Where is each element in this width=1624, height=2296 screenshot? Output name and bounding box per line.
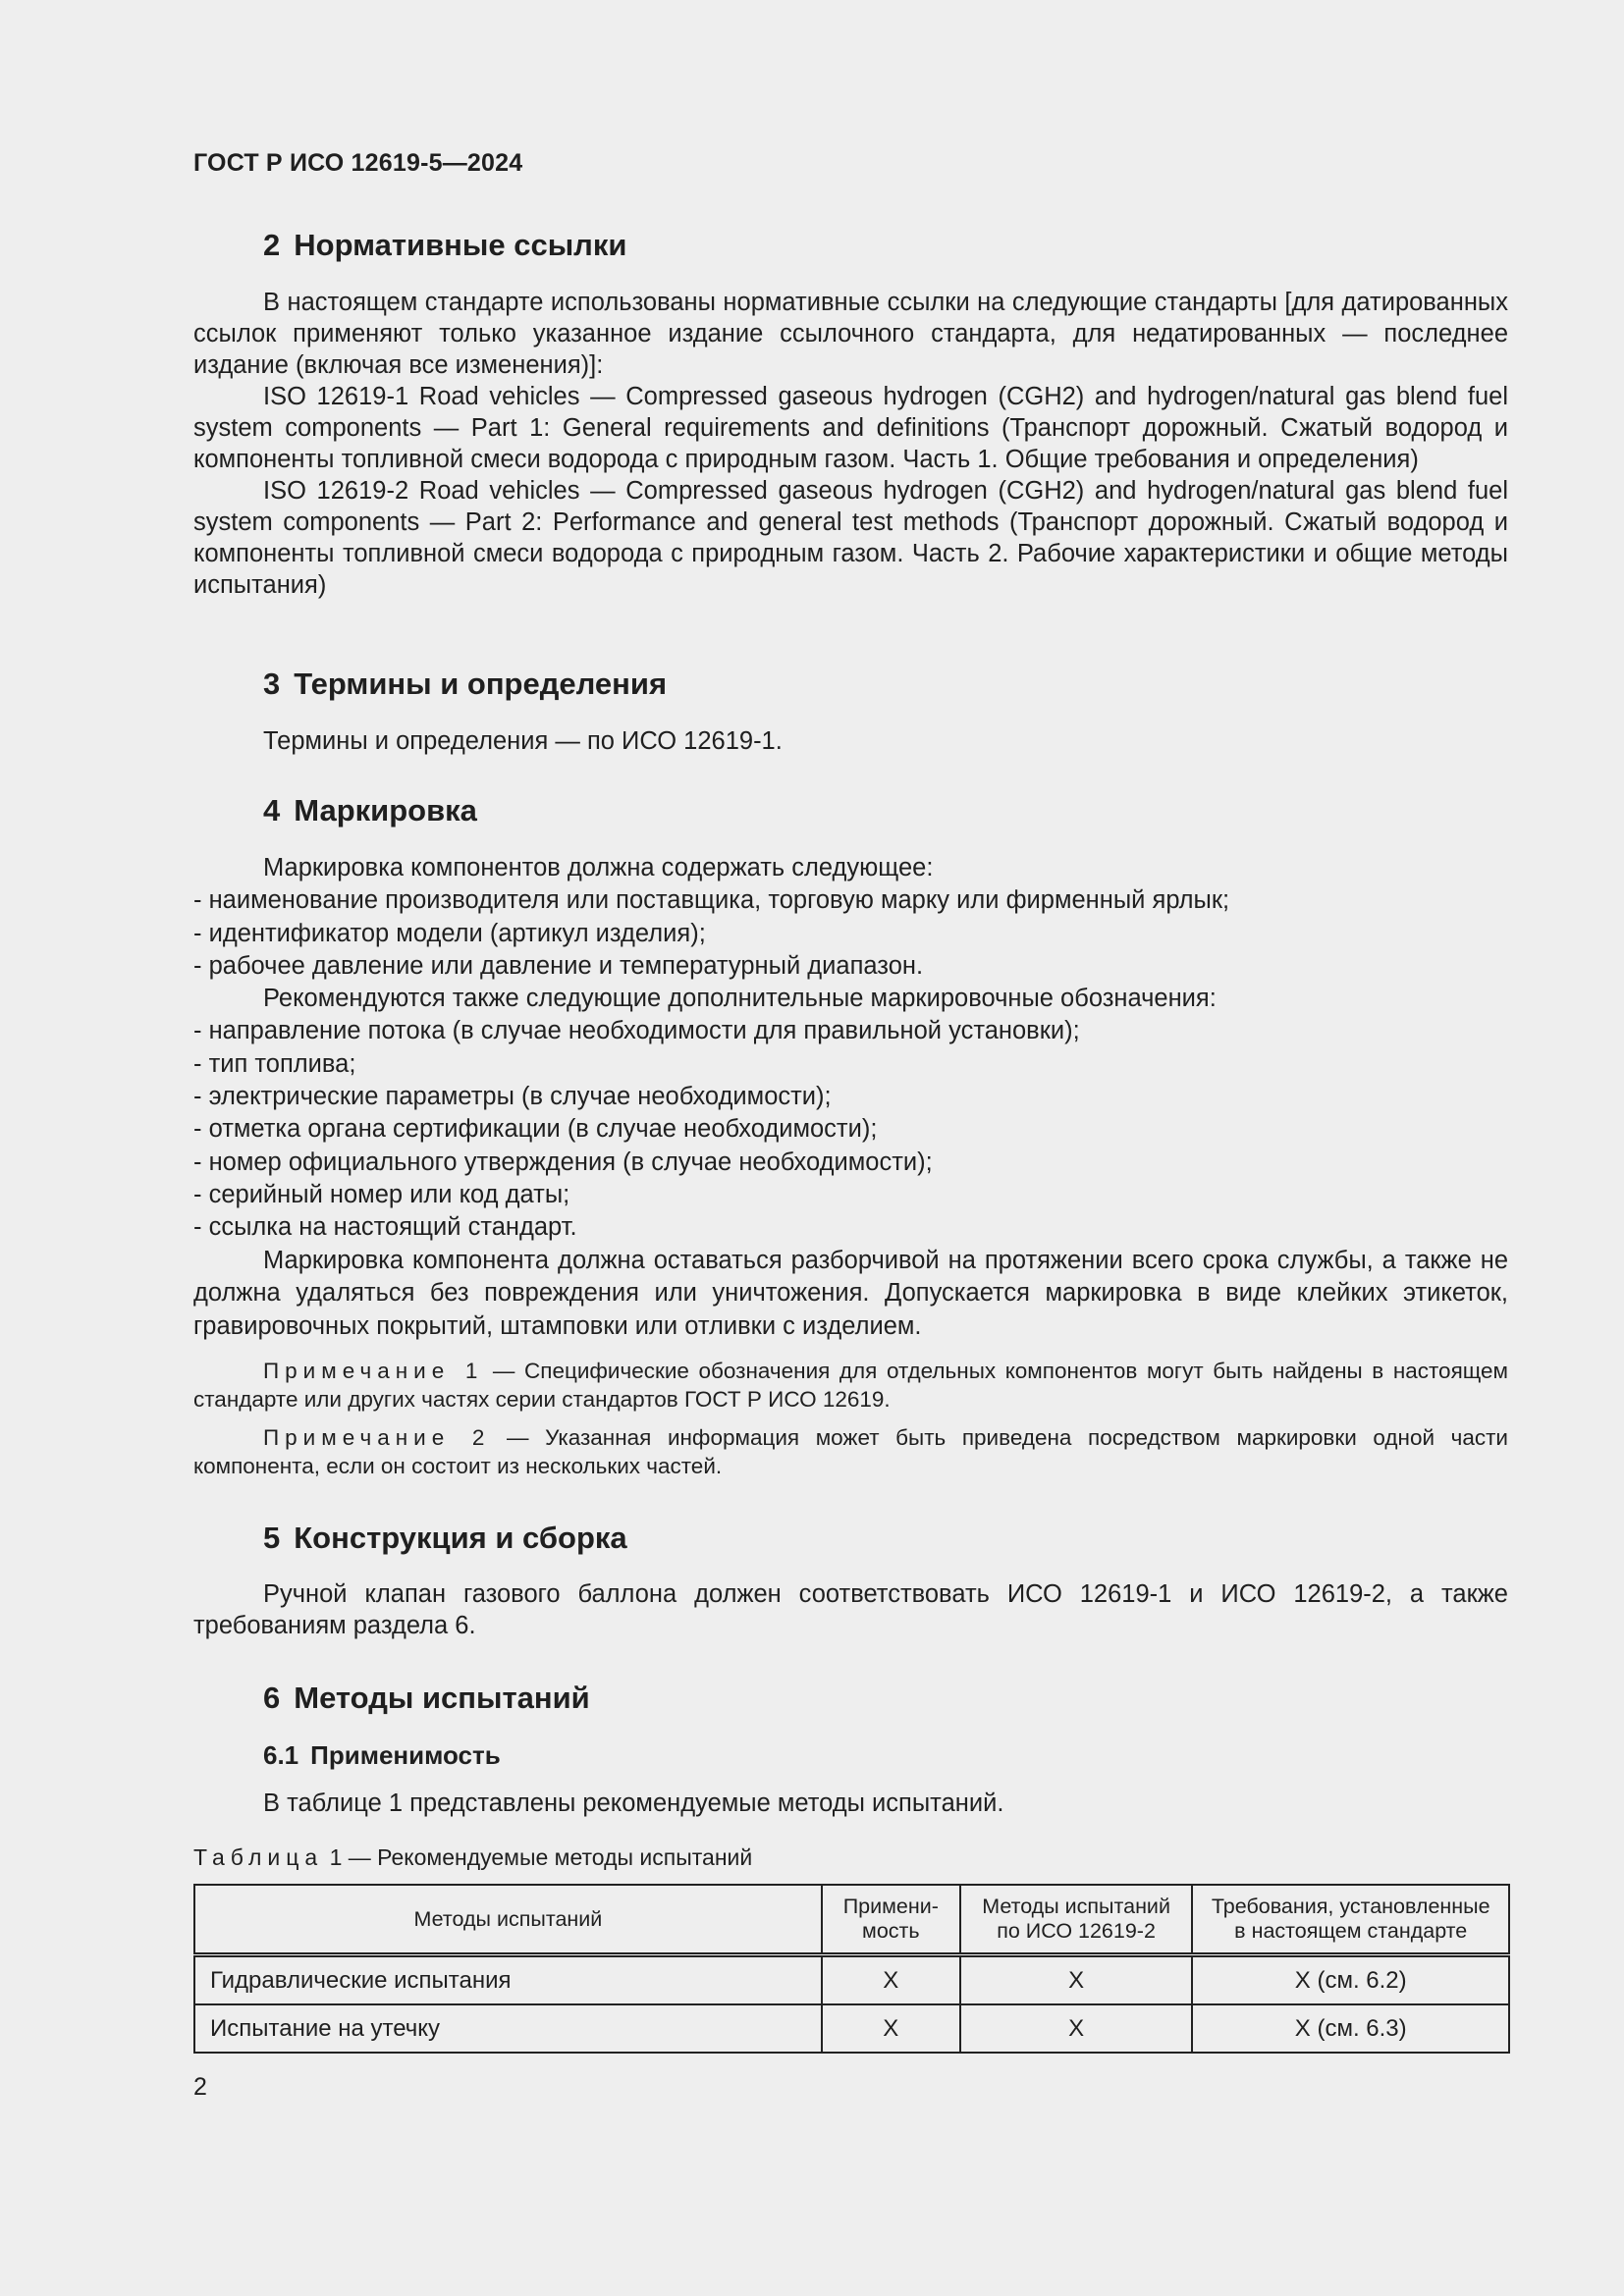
- section-3-text: Термины и определения — по ИСО 12619-1.: [263, 727, 783, 755]
- section-2-heading: 2 Нормативные ссылки: [263, 228, 627, 262]
- column-header-applicability: Примени- мость: [822, 1885, 960, 1955]
- table-cell: X (см. 6.3): [1192, 2004, 1509, 2053]
- section-3: [193, 665, 1508, 704]
- note-2-text: — Указанная информация может быть приведена посредством маркировки одной части компонента, если он состоит из нескольких частей.: [193, 1425, 1509, 1478]
- section-5-heading: 5 Конструкция и сборка: [263, 1521, 627, 1555]
- page-number: 2: [193, 2073, 207, 2101]
- table-header-row: [194, 1885, 1509, 1955]
- section-5: [193, 1519, 1508, 1558]
- list-item: - наименование производителя или поставщика, торговую марку или фирменный ярлык;: [193, 886, 1230, 915]
- table-row: [194, 2004, 1509, 2053]
- column-header-methods: Методы испытаний: [194, 1885, 822, 1955]
- reference-iso-12619-1: ISO 12619-1 Road vehicles — Compressed gaseous hydrogen (CGH2) and hydrogen/natural gas blend fuel system components — Part 1: General requirements and definitions (Транспорт дорожный. Сжатый водород и компоненты топливной смеси водорода с природным газом. Часть 1. Общие требования и определения): [193, 383, 1508, 473]
- table-cell: X: [822, 2004, 960, 2053]
- subsection-6-1-body: [193, 1788, 1508, 1819]
- table-caption: [193, 1842, 1508, 1872]
- column-header-requirements: Требования, установленные в настоящем стандарте: [1192, 1885, 1509, 1955]
- list-item: - направление потока (в случае необходимости для правильной установки);: [193, 1017, 1080, 1045]
- list-item: - серийный номер или код даты;: [193, 1180, 570, 1208]
- list-item: - отметка органа сертификации (в случае необходимости);: [193, 1115, 878, 1144]
- section-4-heading: 4 Маркировка: [263, 793, 477, 828]
- section-2: [193, 226, 1508, 265]
- table-cell: X (см. 6.2): [1192, 1955, 1509, 2005]
- reference-iso-12619-2: ISO 12619-2 Road vehicles — Compressed gaseous hydrogen (CGH2) and hydrogen/natural gas blend fuel system components — Part 2: Performance and general test methods (Транспорт дорожный. Сжатый водород и компоненты топливной смеси водорода с природным газом. Часть 2. Рабочие характеристики и общие методы испытания): [193, 477, 1508, 599]
- table-caption-label: Таблица: [193, 1844, 324, 1870]
- subsection-6-1-heading: 6.1 Применимость: [263, 1740, 501, 1770]
- table-1: [193, 1884, 1508, 2054]
- note-1-label: Примечание 1: [263, 1359, 484, 1383]
- note-1-text: — Специфические обозначения для отдельных компонентов могут быть найдены в настоящем стандарте или других частях серии стандартов ГОСТ Р ИСО 12619.: [193, 1359, 1508, 1412]
- note-1: [193, 1357, 1508, 1414]
- table-cell: Гидравлические испытания: [194, 1955, 822, 2005]
- list-item: - электрические параметры (в случае необходимости);: [193, 1083, 832, 1111]
- marking-closing: Маркировка компонента должна оставаться разборчивой на протяжении всего срока службы, а также не должна удаляться без повреждения или уничтожения. Допускается маркировка в виде клейких этикеток, гравировочных покрытий, штамповки или отливки с изделием.: [193, 1246, 1508, 1340]
- section-6: [193, 1679, 1508, 1718]
- marking-lead-2: Рекомендуются также следующие дополнительные маркировочные обозначения:: [263, 985, 1217, 1013]
- list-item: - ссылка на настоящий стандарт.: [193, 1213, 577, 1242]
- section-4: [193, 791, 1508, 830]
- table-caption-text: 1 — Рекомендуемые методы испытаний: [323, 1844, 753, 1870]
- section-3-body: [193, 725, 1508, 757]
- note-2: [193, 1423, 1508, 1480]
- section-3-heading: 3 Термины и определения: [263, 667, 668, 701]
- section-5-text: Ручной клапан газового баллона должен соответствовать ИСО 12619-1 и ИСО 12619-2, а также требованиям раздела 6.: [193, 1580, 1508, 1639]
- list-item: - номер официального утверждения (в случае необходимости);: [193, 1148, 933, 1176]
- document-header: ГОСТ Р ИСО 12619-5—2024: [193, 149, 523, 177]
- section-6-heading: 6 Методы испытаний: [263, 1681, 590, 1715]
- table-cell: X: [960, 1955, 1193, 2005]
- column-header-iso-methods: Методы испытаний по ИСО 12619-2: [960, 1885, 1193, 1955]
- list-item: - рабочее давление или давление и температурный диапазон.: [193, 951, 924, 980]
- table-cell: Испытание на утечку: [194, 2004, 822, 2053]
- section-2-body: [193, 287, 1508, 601]
- marking-lead: Маркировка компонентов должна содержать следующее:: [263, 854, 934, 881]
- subsection-6-1-text: В таблице 1 представлены рекомендуемые методы испытаний.: [263, 1789, 1004, 1817]
- list-item: - тип топлива;: [193, 1049, 356, 1078]
- table-row: [194, 1955, 1509, 2005]
- note-2-label: Примечание 2: [263, 1425, 491, 1450]
- table-cell: X: [822, 1955, 960, 2005]
- subsection-6-1: [193, 1738, 1508, 1772]
- section-5-body: [193, 1578, 1508, 1641]
- table-cell: X: [960, 2004, 1193, 2053]
- list-item: - идентификатор модели (артикул изделия);: [193, 919, 706, 947]
- section-4-body: [193, 852, 1508, 1343]
- section-2-intro: В настоящем стандарте использованы нормативные ссылки на следующие стандарты [для датированных ссылок применяют только указанное издание ссылочного стандарта, для недатированных — последнее издание (включая все изменения)]:: [193, 289, 1508, 379]
